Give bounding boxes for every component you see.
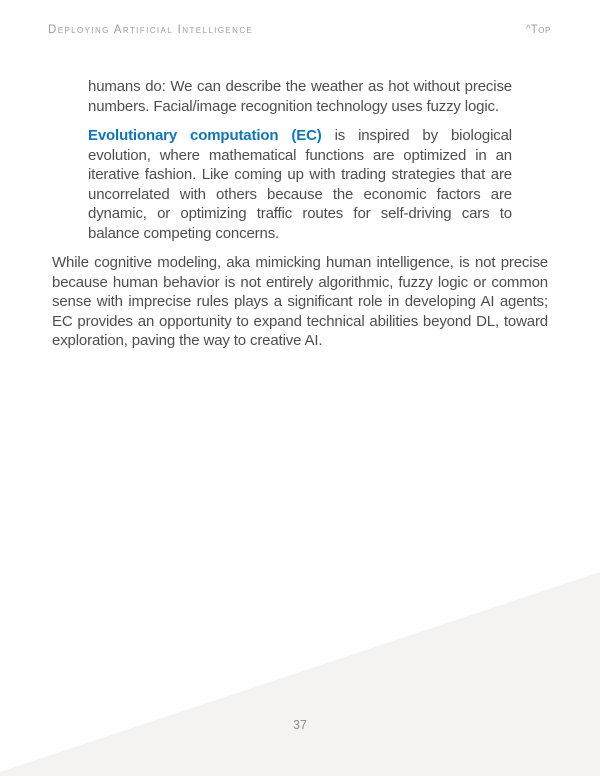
running-head-title: Deploying Artificial Intelligence	[48, 24, 254, 36]
body-paragraph-fuzzy-logic: humans do: We can describe the weather as hot without precise numbers. Facial/image recognition technology uses fuzzy logic.	[88, 78, 512, 115]
corner-wedge-decoration	[0, 572, 600, 776]
body-paragraph-cognitive-modeling: While cognitive modeling, aka mimicking human intelligence, is not precise because human behavior is not entirely algorithmic, fuzzy logic or common sense with imprecise rules plays a significant role in developing AI agents; EC provides an opportunity to expand technical abilities beyond DL, toward exploration, paving the way to creative AI.	[52, 254, 548, 349]
top-link-label: Top	[530, 24, 551, 36]
paragraph-text: is inspired by biological evolution, where mathematical functions are optimized in an iterative fashion. Like coming up with trading strategies that are uncorrelated with others because the economic factors are dynamic, or optimizing traffic routes for self-driving cars to balance competing concerns.	[88, 127, 512, 242]
body-paragraph-evolutionary-computation	[88, 126, 512, 243]
caret-up-icon: ^	[525, 24, 531, 35]
evolutionary-computation-term-link[interactable]: Evolutionary computation (EC)	[88, 127, 322, 144]
page-number: 37	[293, 718, 307, 732]
running-header	[48, 24, 551, 36]
back-to-top-link[interactable]	[526, 24, 551, 36]
page-body	[52, 77, 548, 361]
